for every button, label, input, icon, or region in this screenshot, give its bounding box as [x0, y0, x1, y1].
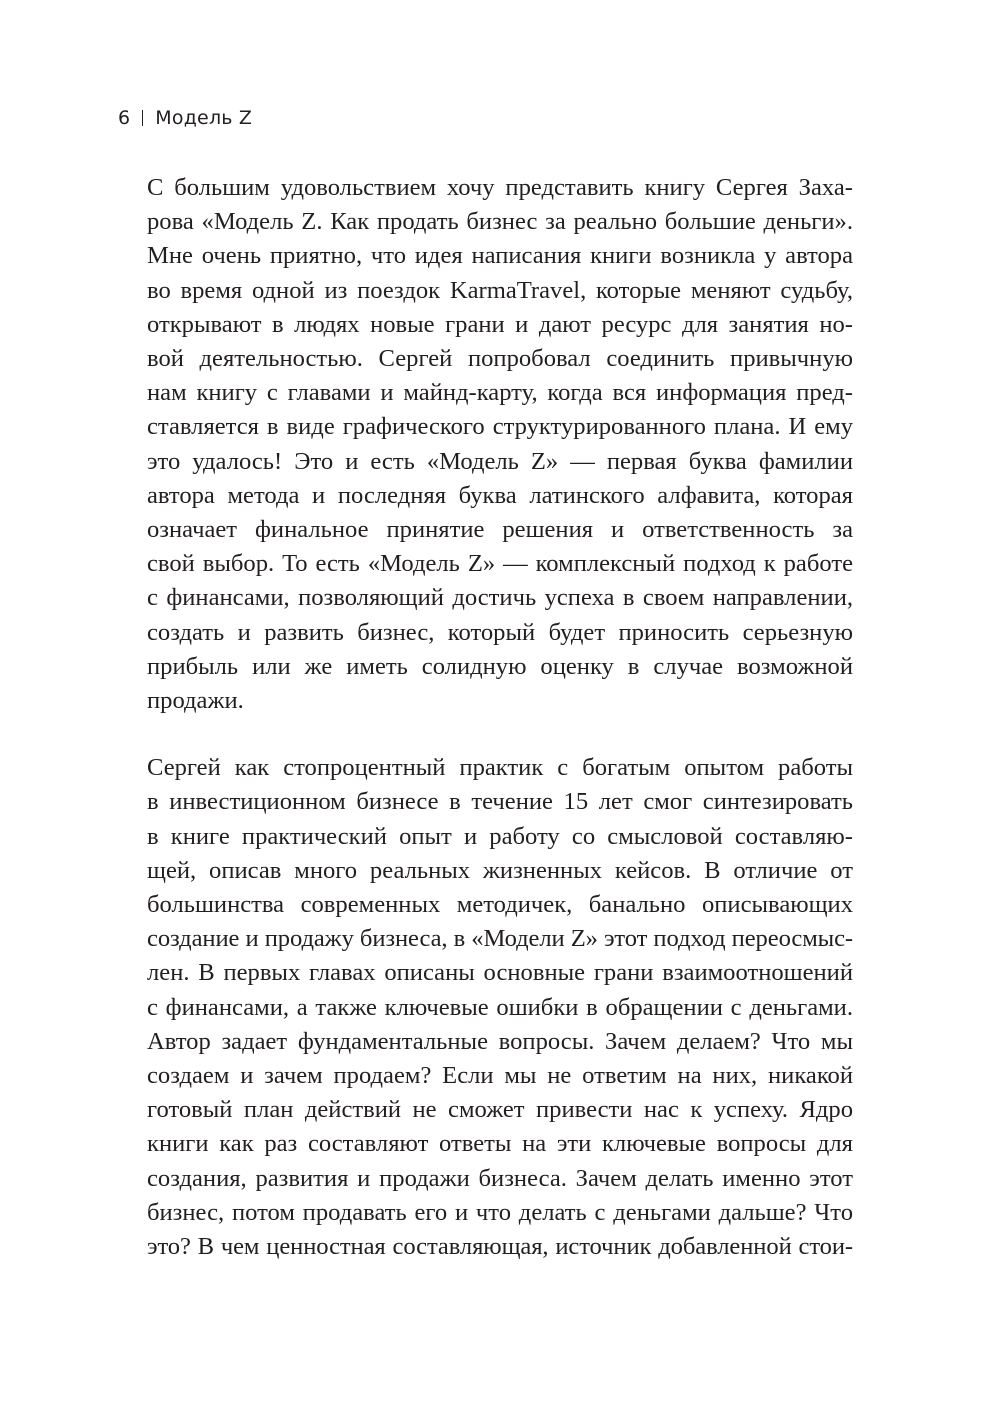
text-line: ставляется в виде графического структурированного плана. И ему — [147, 413, 853, 441]
text-line: большинства современных методичек, банально описывающих — [147, 891, 853, 919]
text-line: открывают в людях новые грани и дают ресурс для занятия но- — [147, 310, 853, 338]
text-line: Сергей как стопроцентный практик с богатым опытом работы — [147, 754, 853, 782]
text-line: нам книгу с главами и майнд-карту, когда вся информация пред- — [147, 379, 853, 407]
text-line: это удалось! Это и есть «Модель Z» — первая буква фамилии — [147, 447, 853, 475]
text-line: означает финальное принятие решения и ответственность за — [147, 516, 853, 544]
text-line: лен. В первых главах описаны основные грани взаимоотношений — [147, 959, 853, 987]
text-line: бизнес, потом продавать его и что делать с деньгами дальше? Что — [147, 1198, 853, 1226]
text-line: с финансами, позволяющий достичь успеха в своем направлении, — [147, 584, 853, 612]
text-line: щей, описав много реальных жизненных кейсов. В отличие от — [147, 856, 853, 884]
text-line: в книге практический опыт и работу со смысловой составляю- — [147, 822, 853, 850]
body-text — [147, 171, 853, 1264]
text-line: продажи. — [147, 687, 244, 715]
text-line: в инвестиционном бизнесе в течение 15 лет смог синтезировать — [147, 788, 853, 816]
text-line: готовый план действий не сможет привести нас к успеху. Ядро — [147, 1096, 853, 1124]
text-line: вой деятельностью. Сергей попробовал соединить привычную — [147, 345, 853, 373]
text-line: создаем и зачем продаем? Если мы не ответим на них, никакой — [147, 1062, 853, 1090]
text-line: создания, развития и продажи бизнеса. Зачем делать именно этот — [147, 1164, 853, 1192]
running-head — [118, 104, 252, 132]
text-line: автора метода и последняя буква латинского алфавита, которая — [147, 481, 853, 509]
text-line: С большим удовольствием хочу представить книгу Сергея Заха- — [147, 174, 853, 201]
text-line: создание и продажу бизнеса, в «Модели Z» этот подход переосмыс- — [147, 925, 853, 953]
text-line: Мне очень приятно, что идея написания книги возникла у автора — [147, 242, 853, 270]
paragraph-1 — [147, 171, 853, 718]
text-line: книги как раз составляют ответы на эти ключевые вопросы для — [147, 1130, 853, 1158]
running-head-title: Модель Z — [155, 107, 253, 129]
text-line: во время одной из поездок KarmaTravel, которые меняют судьбу, — [147, 276, 853, 304]
text-line: создать и развить бизнес, который будет приносить серьезную — [147, 618, 853, 646]
paragraph-2 — [147, 751, 853, 1264]
text-line: рова «Модель Z. Как продать бизнес за реально большие деньги». — [147, 208, 853, 236]
page-number: 6 — [118, 107, 131, 129]
text-line: это? В чем ценностная составляющая, источник добавленной стои- — [147, 1233, 853, 1261]
text-line: прибыль или же иметь солидную оценку в случае возможной — [147, 652, 853, 680]
text-line: свой выбор. То есть «Модель Z» — комплексный подход к работе — [147, 550, 853, 578]
text-line: с финансами, а также ключевые ошибки в обращении с деньгами. — [147, 993, 853, 1021]
text-line: Автор задает фундаментальные вопросы. Зачем делаем? Что мы — [147, 1027, 853, 1055]
header-separator — [142, 110, 143, 126]
